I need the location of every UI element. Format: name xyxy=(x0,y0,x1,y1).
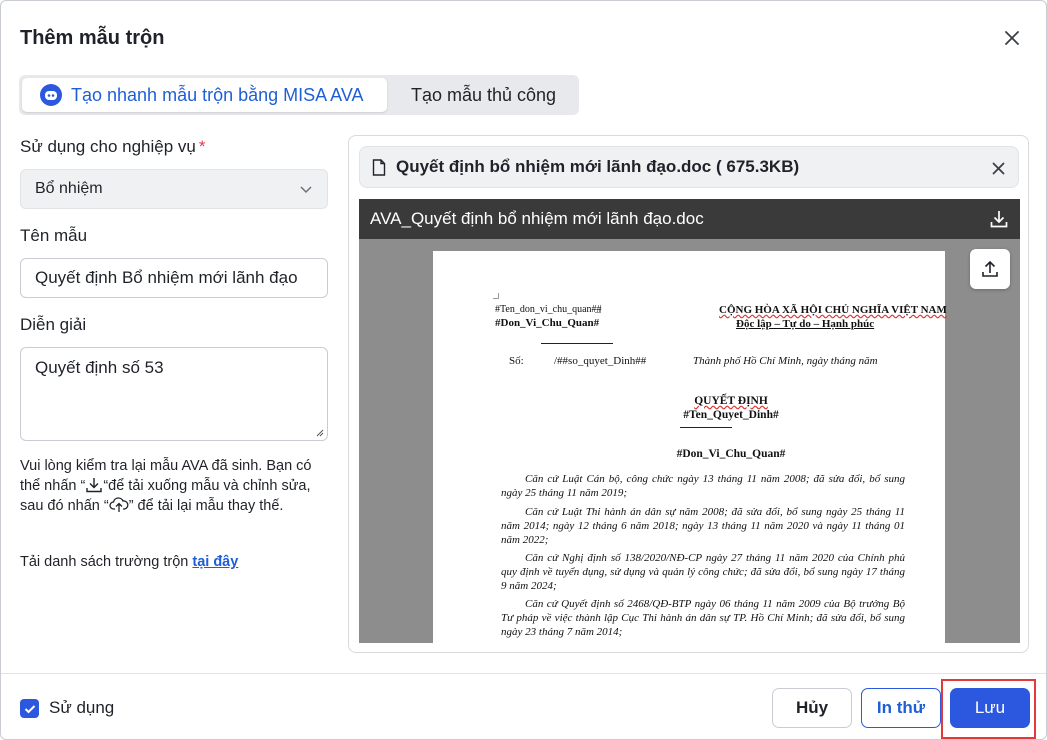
close-icon xyxy=(1004,30,1020,46)
helper-text xyxy=(20,456,330,516)
document-page xyxy=(433,251,945,643)
tab-ava[interactable] xyxy=(22,78,387,112)
download-icon xyxy=(85,477,103,493)
doc-paragraph xyxy=(501,551,905,593)
helper-text-part2: “để tải xuống mẫu và chỉnh sửa, sau đó nhấn “ xyxy=(20,478,311,514)
close-icon xyxy=(992,162,1005,175)
doc-motto: Độc lập – Tự do – Hạnh phúc xyxy=(736,318,875,330)
doc-paragraph-text: Căn cứ Nghị định số 138/2020/NĐ-CP ngày 27 tháng 11 năm 2020 của Chính phủ quy định về tuyển dụng, sử dụng và quản lý công chức; đã sửa đổi, bổ sung ngày 17 tháng 9 năm 2024; xyxy=(501,552,905,592)
viewer-title: AVA_Quyết định bổ nhiệm mới lãnh đạo.doc xyxy=(370,209,704,228)
template-name-input[interactable] xyxy=(20,258,328,298)
upload-icon xyxy=(980,259,1000,279)
doc-paragraph-text: Căn cứ Quyết định số 2468/QĐ-BTP ngày 06 tháng 11 năm 2009 của Bộ trưởng Bộ Tư pháp về việc thành lập Cục Thi hành án dân sự TP. Hồ Chí Minh; đã sửa đổi, bổ sung ngày 23 tháng 7 năm 2014; xyxy=(501,598,905,638)
resize-handle-icon[interactable] xyxy=(314,427,324,437)
doc-paragraph xyxy=(501,597,905,639)
tab-manual[interactable] xyxy=(391,78,576,112)
dialog-title: Thêm mẫu trộn xyxy=(20,27,165,49)
upload-icon xyxy=(109,497,129,513)
business-label xyxy=(20,137,205,157)
mode-tabs xyxy=(19,75,579,115)
doc-place-date: Thành phố Hồ Chí Minh, ngày tháng năm xyxy=(693,355,878,367)
document-viewer xyxy=(359,199,1020,643)
dialog-header xyxy=(1,1,1046,75)
doc-rule xyxy=(541,343,613,344)
business-select[interactable] xyxy=(20,169,328,209)
use-checkbox[interactable] xyxy=(20,699,39,718)
doc-paragraph xyxy=(501,472,905,500)
file-icon xyxy=(372,159,386,176)
dialog-footer xyxy=(1,673,1046,740)
cancel-button[interactable]: Hủy xyxy=(772,688,852,728)
doc-issuer: #Don_Vi_Chu_Quan# xyxy=(676,448,786,460)
tab-manual-label: Tạo mẫu thủ công xyxy=(410,84,557,105)
print-preview-button[interactable]: In thử xyxy=(861,688,941,728)
helper-text-part1: Vui lòng kiểm tra lại mẫu AVA đã sinh. Bạn có thể nhấn “ xyxy=(20,458,312,494)
template-name-label: Tên mẫu xyxy=(20,226,88,245)
business-label-text: Sử dụng cho nghiệp vụ xyxy=(20,137,196,156)
doc-paragraph-text: Căn cứ Luật Thi hành án dân sự năm 2008; đã sửa đổi, bổ sung ngày 25 tháng 11 năm 2014; ngày 12 tháng 6 năm 2018; ngày 13 tháng 11 năm 2020 và ngày 11 tháng 01 năm 2022; xyxy=(501,506,905,546)
page-corner-mark xyxy=(493,293,499,299)
viewer-toolbar xyxy=(359,199,1020,239)
doc-org-name: #Don_Vi_Chu_Quan# xyxy=(495,317,600,329)
required-mark: * xyxy=(198,137,206,156)
business-select-value: Bổ nhiệm xyxy=(35,180,103,197)
helper-text-part3: ” để tải lại mẫu thay thế. xyxy=(128,498,284,514)
preview-panel xyxy=(348,135,1029,653)
upload-button[interactable] xyxy=(970,249,1010,289)
download-icon[interactable] xyxy=(988,208,1010,230)
remove-file-button[interactable] xyxy=(988,158,1008,178)
template-name-value: Quyết định Bổ nhiệm mới lãnh đạo xyxy=(35,268,298,287)
file-bar xyxy=(359,146,1019,188)
close-button[interactable] xyxy=(1000,26,1024,50)
ava-bot-icon xyxy=(40,84,62,106)
use-checkbox-label[interactable]: Sử dụng xyxy=(49,698,115,717)
doc-number-value: /##so_quyet_Dinh## xyxy=(554,355,647,367)
doc-country: CỘNG HÒA XÃ HỘI CHỦ NGHĨA VIỆT NAM xyxy=(719,304,947,316)
save-button[interactable]: Lưu xyxy=(950,688,1030,728)
doc-rule xyxy=(680,427,732,428)
doc-paragraph-text: Căn cứ Luật Cán bộ, công chức ngày 13 tháng 11 năm 2008; đã sửa đổi, bổ sung ngày 25 tháng 11 năm 2019; xyxy=(501,473,905,499)
doc-paragraph xyxy=(501,505,905,547)
chevron-down-icon xyxy=(299,182,313,196)
description-value: Quyết định số 53 xyxy=(35,358,164,377)
fields-download-link[interactable]: tại đây xyxy=(192,554,239,570)
doc-heading-sub: #Ten_Quyet_Dinh# xyxy=(683,409,779,421)
description-textarea[interactable] xyxy=(20,347,328,441)
file-name: Quyết định bổ nhiệm mới lãnh đạo.doc ( 675.3KB) xyxy=(396,157,800,176)
tab-ava-label: Tạo nhanh mẫu trộn bằng MISA AVA xyxy=(71,84,364,105)
checkbox-checked-icon xyxy=(24,704,36,714)
doc-heading: QUYẾT ĐỊNH xyxy=(694,395,768,407)
doc-org-parent: #Ten_don_vi_chu_quan## xyxy=(495,304,602,315)
description-label: Diễn giải xyxy=(20,315,87,334)
fields-download-text: Tải danh sách trường trộn xyxy=(20,554,189,570)
doc-number-label: Số: xyxy=(509,355,524,367)
fields-download-line xyxy=(20,554,238,570)
